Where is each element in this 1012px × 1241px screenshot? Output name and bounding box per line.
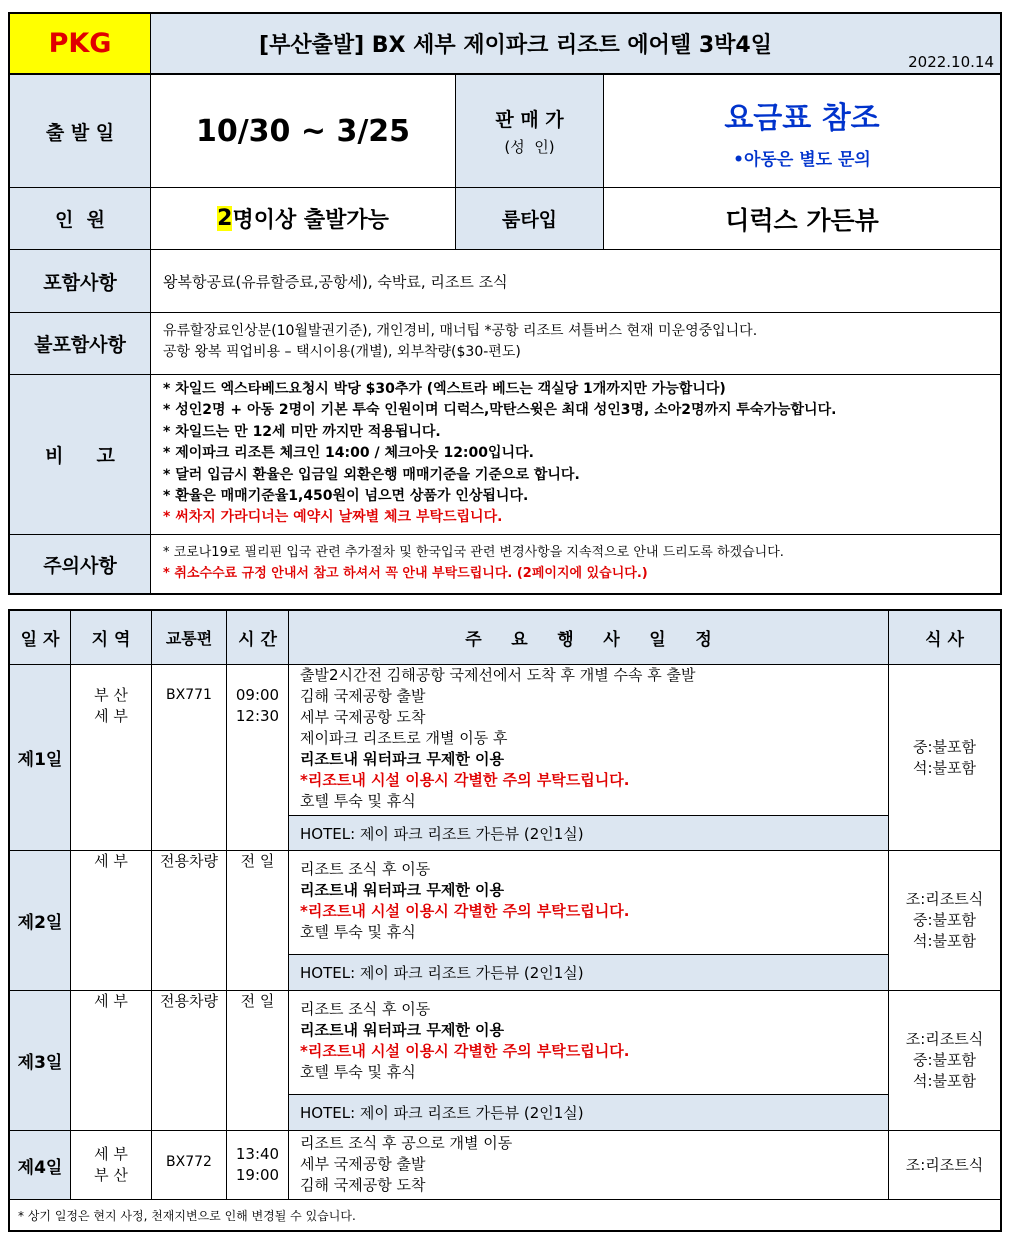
transport-value: BX771 xyxy=(166,687,212,703)
region-value: 세 부 xyxy=(94,1145,128,1163)
itinerary-warning: *리조트내 시설 이용시 각별한 주의 부탁드립니다. xyxy=(300,902,630,920)
meal-value: 조:리조트식 xyxy=(905,890,984,908)
time-value: 전 일 xyxy=(240,852,275,870)
time-value: 12:30 xyxy=(235,707,280,725)
itinerary-line: 리조트 조식 후 이동 xyxy=(300,1000,431,1018)
meals-cell xyxy=(888,850,1001,991)
price-label: 판 매 가 xyxy=(495,109,564,131)
people-label-cell xyxy=(9,187,151,250)
departure-label-cell xyxy=(9,74,151,188)
remarks-line: * 성인2명 + 아동 2명이 기본 투숙 인원이며 디럭스,막탄스윗은 최대 성인3명, 소아2명까지 투숙가능합니다. xyxy=(163,402,837,419)
transport-value: 전용차량 xyxy=(160,992,218,1010)
time-value: 전 일 xyxy=(240,992,275,1010)
itinerary-line: 김해 국제공항 출발 xyxy=(300,687,426,705)
people-min-count: 2 xyxy=(217,206,233,231)
departure-value-cell xyxy=(150,74,456,188)
meal-value: 석:불포함 xyxy=(912,758,976,777)
meal-value: 조:리조트식 xyxy=(905,1030,984,1048)
col-header-label: 주 요 행 사 일 정 xyxy=(465,630,712,650)
excluded-label: 불포함사항 xyxy=(34,334,126,356)
itinerary-line: 리조트내 워터파크 무제한 이용 xyxy=(300,1021,505,1039)
itinerary-line: 제이파크 리조트로 개별 이동 후 xyxy=(300,729,508,747)
meal-value: 중:불포함 xyxy=(912,911,976,929)
price-value: 요금표 참조 xyxy=(724,100,880,136)
people-value-cell xyxy=(150,187,456,250)
remarks-value-cell xyxy=(150,374,1001,535)
included-label-cell xyxy=(9,249,151,313)
excluded-line: 유류할장료인상분(10월발권기준), 개인경비, 매너팁 *공항 리조트 셔틀버스 현재 미운영중입니다. xyxy=(163,323,758,339)
day-label-cell xyxy=(9,1130,71,1200)
footnote-cell xyxy=(9,1199,1001,1231)
included-value-cell xyxy=(150,249,1001,313)
time-cell xyxy=(226,1130,289,1200)
room-value-cell xyxy=(603,187,1001,250)
col-header-label: 식 사 xyxy=(925,630,964,650)
day-label-cell xyxy=(9,850,71,991)
caution-line: * 코로나19로 필리핀 입국 관련 추가절차 및 한국입국 관련 변경사항을 지속적으로 안내 드리도록 하겠습니다. xyxy=(163,545,784,560)
transport-cell xyxy=(151,664,227,851)
region-value: 세 부 xyxy=(94,992,128,1010)
itinerary-line: 출발2시간전 김해공항 국제선에서 도착 후 개별 수속 후 출발 xyxy=(300,666,696,684)
hotel-info: HOTEL: 제이 파크 리조트 가든뷰 (2인1실) xyxy=(300,824,584,843)
transport-cell xyxy=(151,1130,227,1200)
region-value: 세 부 xyxy=(94,852,128,870)
itinerary-line: 호텔 투숙 및 휴식 xyxy=(300,792,416,810)
col-header-label: 시 간 xyxy=(238,630,277,650)
hotel-info: HOTEL: 제이 파크 리조트 가든뷰 (2인1실) xyxy=(300,1104,584,1122)
pkg-badge xyxy=(9,13,151,74)
included-label: 포함사항 xyxy=(43,271,117,294)
itinerary-line: 호텔 투숙 및 휴식 xyxy=(300,1063,416,1081)
caution-value-cell xyxy=(150,534,1001,594)
time-cell xyxy=(226,664,289,851)
price-note: •아동은 별도 문의 xyxy=(733,149,871,170)
itinerary-line: 세부 국제공항 도착 xyxy=(300,708,426,726)
caution-label-cell xyxy=(9,534,151,594)
region-cell xyxy=(70,1130,152,1200)
hotel-cell xyxy=(288,1094,889,1131)
room-label: 룸타입 xyxy=(501,209,558,231)
remarks-label-cell xyxy=(9,374,151,535)
col-header-transport xyxy=(151,610,227,665)
people-value: 명이상 출발가능 xyxy=(232,208,389,233)
meals-cell xyxy=(888,1130,1001,1200)
remarks-line: * 달러 입금시 환율은 입금일 외환은행 매매기준을 기준으로 합니다. xyxy=(163,466,580,483)
itinerary-warning: *리조트내 시설 이용시 각별한 주의 부탁드립니다. xyxy=(300,1042,630,1060)
meal-value: 석:불포함 xyxy=(912,932,976,950)
remarks-line: * 환율은 매매기준율1,450원이 넘으면 상품가 인상됩니다. xyxy=(163,488,529,505)
itinerary-line: 호텔 투숙 및 휴식 xyxy=(300,923,416,941)
col-header-time xyxy=(226,610,289,665)
day-label: 제3일 xyxy=(17,1053,63,1073)
itinerary-cell xyxy=(288,1130,889,1200)
people-label: 인 원 xyxy=(55,209,105,231)
hotel-info: HOTEL: 제이 파크 리조트 가든뷰 (2인1실) xyxy=(300,964,584,982)
caution-warning: * 취소수수료 규정 안내서 참고 하셔서 꼭 안내 부탁드립니다. (2페이지에 있습니다.) xyxy=(163,566,648,581)
meals-cell xyxy=(888,990,1001,1131)
region-cell xyxy=(70,990,152,1131)
departure-date-range: 10/30 ~ 3/25 xyxy=(195,113,411,149)
transport-cell xyxy=(151,850,227,991)
col-header-meals xyxy=(888,610,1001,665)
time-cell xyxy=(226,850,289,991)
remarks-line: * 제이파크 리조튼 체크인 14:00 / 체크아웃 12:00입니다. xyxy=(163,445,534,462)
caution-label: 주의사항 xyxy=(43,554,117,577)
page-title: [부산출발] BX 세부 제이파크 리조트 에어텔 3박4일 xyxy=(259,33,772,58)
excluded-label-cell xyxy=(9,312,151,375)
footnote: * 상기 일정은 현지 사정, 천재지변으로 인해 변경될 수 있습니다. xyxy=(18,1208,356,1223)
time-value: 13:40 xyxy=(235,1145,280,1163)
transport-value: BX772 xyxy=(166,1153,212,1170)
day-label: 제2일 xyxy=(17,913,63,933)
itinerary-line: 김해 국제공항 도착 xyxy=(300,1176,426,1194)
transport-cell xyxy=(151,990,227,1131)
region-cell xyxy=(70,664,152,851)
itinerary-line: 리조트 조식 후 공으로 개별 이동 xyxy=(300,1134,513,1152)
departure-label: 출 발 일 xyxy=(45,121,115,144)
room-type: 디럭스 가든뷰 xyxy=(725,205,879,235)
day-label-cell xyxy=(9,664,71,851)
region-value: 세 부 xyxy=(94,707,128,725)
remarks-line: * 차일드는 만 12세 미만 까지만 적용됩니다. xyxy=(163,423,441,440)
header-title-cell xyxy=(150,13,1001,74)
transport-value: 전용차량 xyxy=(160,852,218,870)
price-value-cell xyxy=(603,74,1001,188)
remarks-label: 비 고 xyxy=(45,445,115,467)
remarks-line: * 차일드 엑스타베드요청시 박당 $30추가 (엑스트라 베드는 객실당 1개까지만 가능합니다) xyxy=(163,381,726,397)
pkg-label: PKG xyxy=(48,28,112,59)
excluded-value-cell xyxy=(150,312,1001,375)
itinerary-line: 세부 국제공항 출발 xyxy=(300,1155,426,1173)
meal-value: 중:불포함 xyxy=(912,737,976,756)
itinerary-line: 리조트 조식 후 이동 xyxy=(300,860,431,878)
itinerary-warning: *리조트내 시설 이용시 각별한 주의 부탁드립니다. xyxy=(300,771,630,789)
time-value: 19:00 xyxy=(235,1166,280,1184)
excluded-line: 공항 왕복 픽업비용 – 택시이용(개별), 외부착량($30-편도) xyxy=(163,344,521,360)
region-cell xyxy=(70,850,152,991)
meal-value: 중:불포함 xyxy=(912,1051,976,1069)
time-value: 09:00 xyxy=(235,686,280,704)
day-label: 제4일 xyxy=(17,1157,63,1178)
col-header-itinerary xyxy=(288,610,889,665)
included-value: 왕복항공료(유류할증료,공항세), 숙박료, 리조트 조식 xyxy=(163,272,508,291)
remarks-warning: * 써차지 가라디너는 예약시 날짜별 체크 부탁드립니다. xyxy=(163,509,503,526)
day-label: 제1일 xyxy=(17,750,63,770)
col-header-day xyxy=(9,610,71,665)
hotel-cell xyxy=(288,954,889,991)
day-label-cell xyxy=(9,990,71,1131)
meal-value: 조:리조트식 xyxy=(905,1155,984,1174)
price-label-cell xyxy=(455,74,604,188)
issue-date: 2022.10.14 xyxy=(908,53,994,71)
col-header-label: 교통편 xyxy=(165,629,213,648)
col-header-label: 지 역 xyxy=(91,630,131,650)
hotel-cell xyxy=(288,815,889,851)
price-sublabel: (성 인) xyxy=(504,138,555,156)
region-value: 부 산 xyxy=(94,686,128,704)
itinerary-line: 리조트내 워터파크 무제한 이용 xyxy=(300,881,505,899)
itinerary-line: 리조트내 워터파크 무제한 이용 xyxy=(300,750,505,768)
col-header-region xyxy=(70,610,152,665)
meals-cell xyxy=(888,664,1001,851)
meal-value: 석:불포함 xyxy=(912,1072,976,1090)
room-label-cell xyxy=(455,187,604,250)
time-cell xyxy=(226,990,289,1131)
region-value: 부 산 xyxy=(94,1166,128,1184)
col-header-label: 일 자 xyxy=(20,630,60,650)
